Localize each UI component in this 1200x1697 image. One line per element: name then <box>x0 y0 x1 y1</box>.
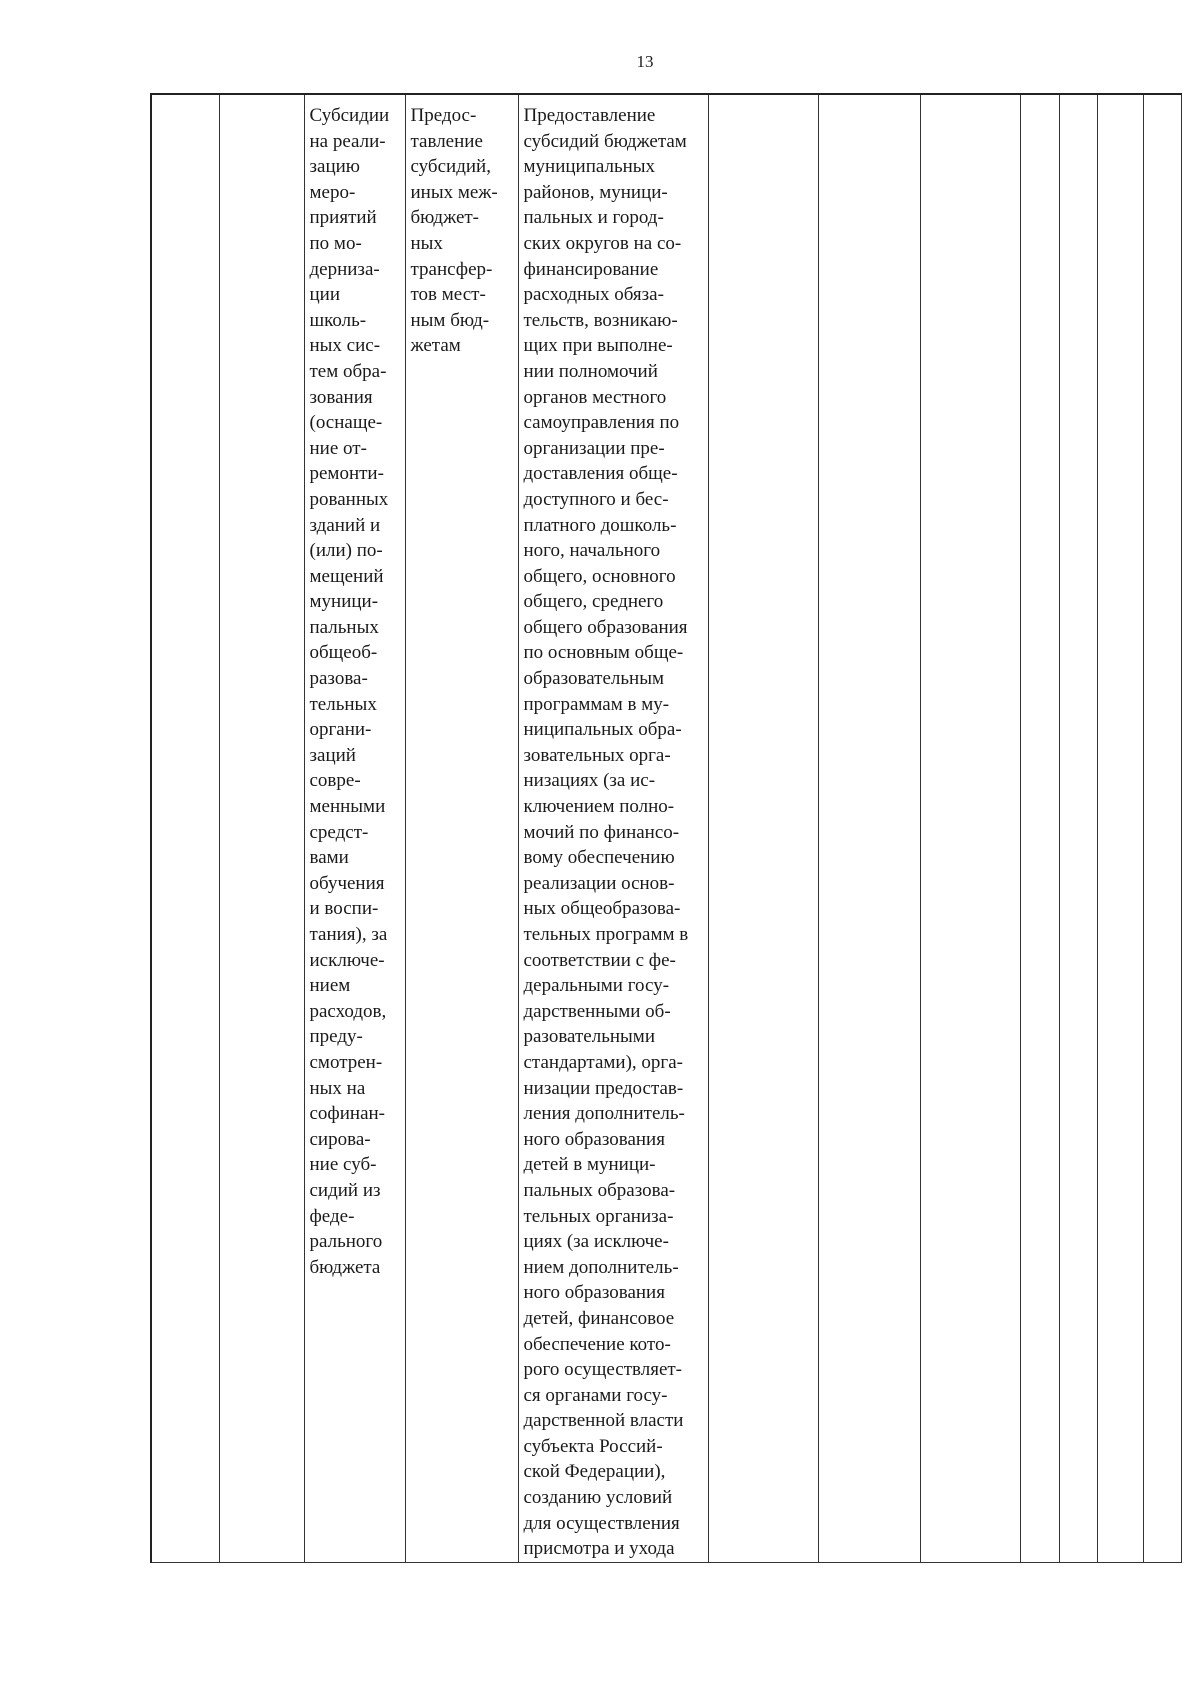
text-line: программам в му- <box>523 693 670 715</box>
text-line: муници- <box>309 591 379 613</box>
text-line: тельных <box>309 693 377 715</box>
text-line: соответствии с фе- <box>523 949 676 971</box>
text-line: созданию условий <box>523 1487 673 1509</box>
cell-col2 <box>219 94 304 1562</box>
cell-col9 <box>1020 94 1059 1562</box>
text-line: совре- <box>309 770 361 792</box>
text-line: ным бюд- <box>410 309 490 331</box>
cell-transfer-type <box>405 94 518 1562</box>
text-line: деральными госу- <box>523 975 670 997</box>
text-line: (оснаще- <box>309 412 383 434</box>
text-line: общеоб- <box>309 642 378 664</box>
text-line: приятий <box>309 207 377 229</box>
cell-description <box>518 94 708 1562</box>
text-line: нием <box>309 975 351 997</box>
cell-col6 <box>708 94 818 1562</box>
cell-col7 <box>818 94 920 1562</box>
text-line: дарственными об- <box>523 1000 671 1022</box>
text-line: тельных организа- <box>523 1205 674 1227</box>
text-line: тельных программ в <box>523 924 689 945</box>
text-line: пальных <box>309 616 379 638</box>
text-line: ных <box>410 232 443 254</box>
text-line: мочий по финансо- <box>523 821 680 843</box>
text-line: по основным обще- <box>523 642 684 664</box>
text-line: и воспи- <box>309 898 379 920</box>
text-line: тов мест- <box>410 284 486 306</box>
text-line: организации пре- <box>523 437 665 459</box>
table-row <box>151 94 1181 1562</box>
text-line: рого осуществляет- <box>523 1359 683 1381</box>
text-line: расходов, <box>309 1000 387 1022</box>
text-line: общего, среднего <box>523 591 664 613</box>
text-line: Предос- <box>410 105 477 126</box>
cell-col12 <box>1143 94 1181 1562</box>
cell-col10 <box>1059 94 1097 1562</box>
text-line: обучения <box>309 872 385 894</box>
document-table-wrap <box>150 93 1182 1563</box>
text-line: иных меж- <box>410 181 498 203</box>
cell-col11 <box>1097 94 1143 1562</box>
text-line: органи- <box>309 719 372 741</box>
text-line: реализации основ- <box>523 872 675 894</box>
text-line: финансирование <box>523 258 659 280</box>
text-line: мещений <box>309 565 384 587</box>
text-line: ного образования <box>523 1282 665 1304</box>
text-line: по мо- <box>309 232 362 254</box>
text-line: ных на <box>309 1077 366 1099</box>
text-line: Субсидии <box>309 105 390 126</box>
text-line: вому обеспечению <box>523 847 675 869</box>
text-line: нии полномочий <box>523 360 658 382</box>
text-line: расходных обяза- <box>523 284 664 306</box>
text-line: общего образования <box>523 616 688 638</box>
text-line: феде- <box>309 1205 355 1227</box>
text-line: преду- <box>309 1026 363 1048</box>
text-line: ного, начального <box>523 540 661 562</box>
text-line: исключе- <box>309 949 385 971</box>
text-line: меро- <box>309 181 356 203</box>
cell-col8 <box>920 94 1020 1562</box>
text-line: смотрен- <box>309 1051 383 1073</box>
text-line: ных общеобразова- <box>523 898 681 920</box>
text-line: ние суб- <box>309 1154 377 1176</box>
text-line: платного дошколь- <box>523 514 677 536</box>
text-line: зданий и <box>309 514 381 536</box>
text-line: разова- <box>309 668 368 690</box>
text-line: сидий из <box>309 1179 381 1201</box>
text-line: стандартами), орга- <box>523 1051 683 1073</box>
text-line: низации предостав- <box>523 1077 684 1099</box>
text-line: низациях (за ис- <box>523 770 656 792</box>
text-line: присмотра и ухода <box>523 1538 675 1560</box>
text-line: ного образования <box>523 1128 665 1150</box>
text-line: зовательных орга- <box>523 744 671 766</box>
text-line: общего, основного <box>523 565 676 587</box>
text-line: ключением полно- <box>523 796 675 818</box>
text-line: щих при выполне- <box>523 335 673 357</box>
text-line: ние от- <box>309 437 367 459</box>
text-line: субъекта Россий- <box>523 1435 663 1457</box>
text-line: ных сис- <box>309 335 381 357</box>
text-line: ских округов на со- <box>523 232 682 254</box>
text-line: ской Федерации), <box>523 1461 666 1483</box>
text-line: (или) по- <box>309 540 383 562</box>
page-number: 13 <box>636 52 654 71</box>
text-line: ниципальных обра- <box>523 719 682 741</box>
text-line: разовательными <box>523 1026 655 1048</box>
text-line: трансфер- <box>410 258 493 280</box>
text-line: пальных образова- <box>523 1179 676 1201</box>
text-line: циях (за исключе- <box>523 1231 669 1253</box>
text-line: субсидий бюджетам <box>523 130 687 152</box>
text-line: самоуправления по <box>523 412 680 434</box>
text-line: сирова- <box>309 1128 371 1150</box>
text-line: обеспечение кото- <box>523 1333 671 1355</box>
text-line: тем обра- <box>309 360 387 382</box>
text-line: ся органами госу- <box>523 1384 668 1406</box>
text-line: вами <box>309 847 349 869</box>
text-line: дарственной власти <box>523 1410 684 1432</box>
text-line: бюджет- <box>410 207 480 229</box>
text-line: средст- <box>309 821 369 843</box>
text-line: Предоставление <box>523 105 656 126</box>
cell-col1 <box>151 94 219 1562</box>
text-line: зования <box>309 386 373 408</box>
cell-subsidy-name <box>304 94 405 1562</box>
text-line: ремонти- <box>309 463 384 485</box>
text-line: районов, муници- <box>523 181 668 203</box>
text-line: пальных и город- <box>523 207 664 229</box>
text-line: образовательным <box>523 668 664 690</box>
text-line: зацию <box>309 156 360 178</box>
text-line: органов местного <box>523 386 667 408</box>
text-line: доставления обще- <box>523 463 678 485</box>
text-line: детей в муници- <box>523 1154 656 1176</box>
text-line: тания), за <box>309 924 388 945</box>
text-line: софинан- <box>309 1103 386 1125</box>
text-line: ции <box>309 284 341 306</box>
text-line: детей, финансовое <box>523 1307 675 1329</box>
text-line: менными <box>309 796 386 818</box>
text-line: школь- <box>309 309 367 331</box>
text-line: дерниза- <box>309 258 380 280</box>
text-line: на реали- <box>309 130 386 152</box>
text-line: жетам <box>410 335 461 357</box>
text-line: муниципальных <box>523 156 656 178</box>
text-line: рального <box>309 1231 383 1253</box>
document-table <box>150 93 1182 1563</box>
text-line: тельств, возникаю- <box>523 309 678 331</box>
text-line: рованных <box>309 488 389 510</box>
text-line: тавление <box>410 130 483 152</box>
text-line: доступного и бес- <box>523 488 669 510</box>
text-line: для осуществления <box>523 1512 680 1534</box>
text-line: ления дополнитель- <box>523 1103 685 1125</box>
text-line: нием дополнитель- <box>523 1256 679 1278</box>
text-line: субсидий, <box>410 156 491 178</box>
text-line: бюджета <box>309 1256 381 1278</box>
text-line: заций <box>309 744 356 766</box>
